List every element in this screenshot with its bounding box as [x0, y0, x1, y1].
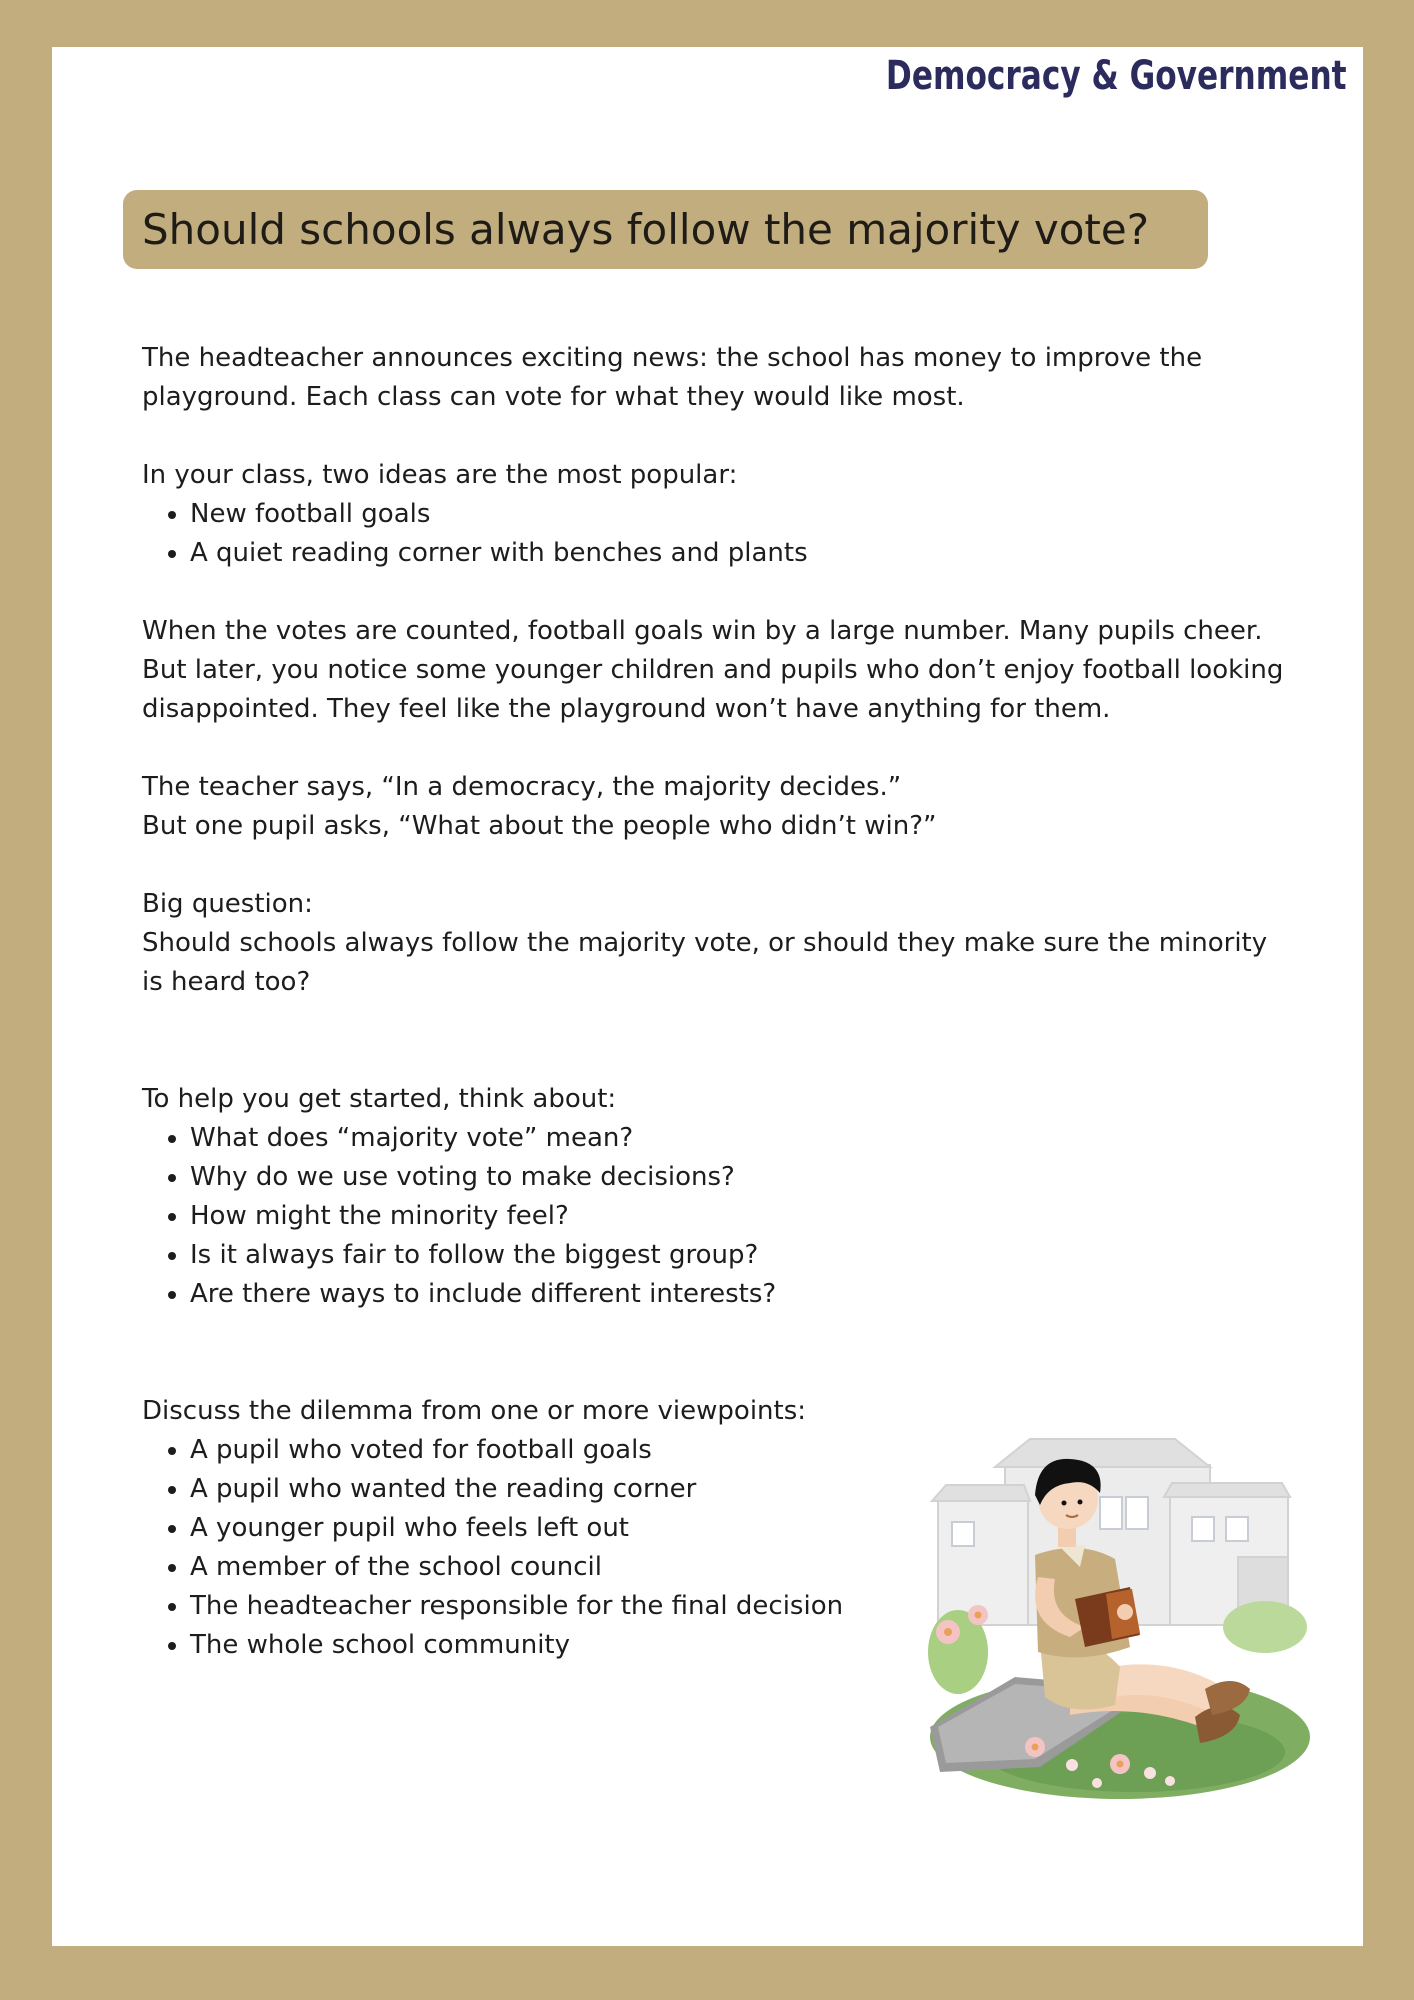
prompts-lead: To help you get started, think about:	[142, 1084, 617, 1114]
list-item: • What does “majority vote” mean?	[190, 1119, 1292, 1158]
list-item: • The whole school community	[190, 1626, 1292, 1665]
result-line: disappointed. They feel like the playground won’t have anything for them.	[142, 694, 1111, 724]
list-item: • Is it always fair to follow the biggest group?	[190, 1236, 1292, 1275]
viewpoints-lead: Discuss the dilemma from one or more viewpoints:	[142, 1396, 807, 1426]
list-item: • Why do we use voting to make decisions?	[190, 1158, 1292, 1197]
intro-line: playground. Each class can vote for what they would like most.	[142, 382, 965, 412]
worksheet-page	[52, 47, 1363, 1946]
list-item: • The headteacher responsible for the final decision	[190, 1587, 1292, 1626]
list-item: • A member of the school council	[190, 1548, 1292, 1587]
prompts-list	[142, 1119, 1292, 1314]
list-item: • Are there ways to include different interests?	[190, 1275, 1292, 1314]
pupil-quote: But one pupil asks, “What about the people who didn’t win?”	[142, 811, 937, 841]
list-item: • New football goals	[190, 495, 1292, 534]
ideas-lead: In your class, two ideas are the most popular:	[142, 460, 738, 490]
page-title: Should schools always follow the majority vote?	[142, 205, 1150, 254]
list-item: • A pupil who voted for football goals	[190, 1431, 1292, 1470]
big-question-line: is heard too?	[142, 967, 311, 997]
big-question-label: Big question:	[142, 889, 313, 919]
list-item: • A younger pupil who feels left out	[190, 1509, 1292, 1548]
intro-line: The headteacher announces exciting news: the school has money to improve the	[142, 343, 1203, 373]
result-line: But later, you notice some younger children and pupils who don’t enjoy football looking	[142, 655, 1284, 685]
list-item: • A pupil who wanted the reading corner	[190, 1470, 1292, 1509]
title-banner	[123, 190, 1208, 269]
child-reading-book-illustration	[920, 1427, 1320, 1807]
ideas-list	[142, 495, 1292, 573]
list-item: • A quiet reading corner with benches and plants	[190, 534, 1292, 573]
teacher-quote: The teacher says, “In a democracy, the majority decides.”	[142, 772, 902, 802]
big-question-line: Should schools always follow the majority vote, or should they make sure the minority	[142, 928, 1268, 958]
list-item: • How might the minority feel?	[190, 1197, 1292, 1236]
result-line: When the votes are counted, football goals win by a large number. Many pupils cheer.	[142, 616, 1263, 646]
subject-header: Democracy & Government	[886, 53, 1347, 99]
